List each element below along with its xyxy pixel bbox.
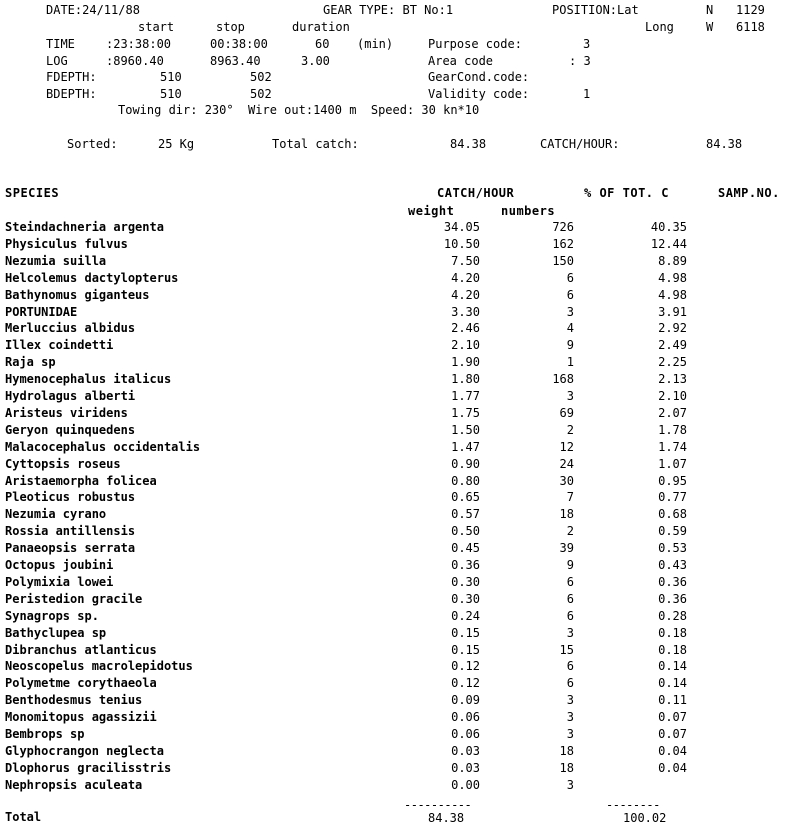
numbers-value: 3 [566,710,574,725]
pct-value: 0.77 [658,490,687,505]
table-row [0,220,800,236]
table-row [0,626,800,642]
fdepth-label: FDEPTH: [46,70,97,84]
weight-value: 1.90 [451,355,480,370]
validity-label: Validity code: [428,87,530,101]
table-row [0,406,800,422]
pct-value: 0.59 [658,524,687,539]
table-row [0,254,800,270]
species-name: Hymenocephalus italicus [5,372,172,387]
weight-value: 0.50 [451,524,480,539]
total-catch-label: Total catch: [272,137,359,151]
numbers-value: 69 [559,405,574,420]
table-row [0,338,800,354]
weight-value: 10.50 [443,236,480,251]
species-name: Physiculus fulvus [5,236,128,251]
species-name: Neoscopelus macrolepidotus [5,659,193,674]
weight-value: 1.75 [451,405,480,420]
log-start: :8960.40 [106,54,164,68]
time-stop: 00:38:00 [210,37,268,51]
weight-value: 0.45 [451,541,480,556]
subcol-numbers-header: numbers [501,204,556,218]
numbers-value: 4 [566,321,574,336]
log-duration: 3.00 [301,54,330,68]
long-value: 6118 [736,20,765,34]
pct-value: 1.07 [658,456,687,471]
numbers-value: 18 [559,760,574,775]
table-row [0,389,800,405]
numbers-value: 3 [566,777,574,792]
pct-value: 0.36 [658,574,687,589]
pct-value: 2.13 [658,372,687,387]
table-row [0,676,800,692]
weight-value: 2.46 [451,321,480,336]
numbers-value: 1 [566,355,574,370]
pct-value: 1.78 [658,422,687,437]
pct-value: 0.04 [658,743,687,758]
pct-value: 2.92 [658,321,687,336]
numbers-value: 2 [566,422,574,437]
log-stop: 8963.40 [210,54,261,68]
numbers-value: 162 [552,236,574,251]
numbers-value: 9 [566,338,574,353]
weight-value: 0.57 [451,507,480,522]
total-catch-value: 84.38 [450,137,487,151]
species-name: Dlophorus gracilisstris [5,760,172,775]
pct-value: 0.68 [658,507,687,522]
weight-value: 2.10 [451,338,480,353]
col-duration-label: duration [292,20,350,34]
weight-value: 1.50 [451,422,480,437]
numbers-value: 6 [566,574,574,589]
table-row [0,541,800,557]
numbers-value: 3 [566,693,574,708]
species-name: Peristedion gracile [5,591,143,606]
species-name: Polymixia lowei [5,574,114,589]
weight-value: 1.80 [451,372,480,387]
time-label: TIME [46,37,75,51]
pct-value: 2.25 [658,355,687,370]
species-name: Cyttopsis roseus [5,456,121,471]
pct-value: 1.74 [658,439,687,454]
purpose-label: Purpose code: [428,37,522,51]
species-name: Polymetme corythaeola [5,676,157,691]
numbers-value: 7 [566,490,574,505]
table-row [0,609,800,625]
pct-value: 12.44 [650,236,687,251]
numbers-value: 30 [559,473,574,488]
pct-value: 0.18 [658,625,687,640]
date-text: DATE:24/11/88 [46,3,140,17]
weight-value: 0.09 [451,693,480,708]
col-start-label: start [138,20,175,34]
numbers-value: 6 [566,591,574,606]
area-value: : 3 [569,54,591,68]
species-name: Raja sp [5,355,56,370]
pct-value: 0.07 [658,727,687,741]
numbers-value: 9 [566,558,574,572]
pct-value: 0.53 [658,541,687,556]
lat-value: 1129 [736,3,765,17]
gearcond-label: GearCond.code: [428,70,530,84]
species-name: Synagrops sp. [5,608,99,623]
numbers-value: 6 [566,287,574,302]
sorted-label: Sorted: [67,137,118,151]
weight-value: 7.50 [451,253,480,268]
long-label: Long [645,20,674,34]
pct-value: 0.04 [658,760,687,775]
pct-value: 2.49 [658,338,687,353]
table-row [0,271,800,287]
pct-value: 0.07 [658,710,687,725]
numbers-value: 15 [559,642,574,657]
total-pct: 100.02 [623,811,667,825]
table-row [0,592,800,608]
time-unit: (min) [357,37,394,51]
pct-value: 0.36 [658,591,687,606]
weight-value: 0.06 [451,727,480,741]
subcol-weight-header: weight [408,204,455,218]
weight-value: 1.47 [451,439,480,454]
pct-value: 4.98 [658,270,687,285]
pct-value: 40.35 [650,220,687,234]
table-row [0,744,800,760]
lat-hemisphere: N [706,3,714,17]
bdepth-stop: 502 [250,87,272,101]
col-pct-header: % OF TOT. C [584,186,669,200]
log-label: LOG [46,54,68,68]
table-row [0,490,800,506]
total-label: Total [5,810,42,824]
table-row [0,321,800,337]
pct-value: 0.28 [658,608,687,623]
total-weight: 84.38 [428,811,465,825]
numbers-value: 6 [566,608,574,623]
time-start: :23:38:00 [106,37,172,51]
pct-value: 0.95 [658,473,687,488]
species-name: Aristeus viridens [5,405,128,420]
table-row [0,372,800,388]
sorted-value: 25 Kg [158,137,195,151]
species-name: Monomitopus agassizii [5,710,157,725]
pct-total-rule: -------- [606,798,660,812]
weight-value: 34.05 [443,220,480,234]
table-row [0,288,800,304]
species-name: Nephropsis aculeata [5,777,143,792]
catch-hour-label: CATCH/HOUR: [540,137,620,151]
time-duration: 60 [315,37,330,51]
numbers-value: 18 [559,743,574,758]
weight-value: 0.15 [451,642,480,657]
position-label: POSITION:Lat [552,3,639,17]
col-samp-header: SAMP.NO. [718,186,780,200]
numbers-value: 39 [559,541,574,556]
catch-hour-value: 84.38 [706,137,743,151]
purpose-value: 3 [583,37,591,51]
numbers-value: 6 [566,270,574,285]
weight-value: 3.30 [451,304,480,319]
species-name: Nezumia suilla [5,253,107,268]
gear-type-text: GEAR TYPE: BT No:1 [323,3,454,17]
pct-value: 0.14 [658,659,687,674]
weight-value: 0.15 [451,625,480,640]
species-name: Bembrops sp [5,727,85,741]
table-row [0,659,800,675]
pct-value: 2.10 [658,389,687,403]
pct-value: 4.98 [658,287,687,302]
weight-value: 4.20 [451,270,480,285]
numbers-value: 6 [566,659,574,674]
weight-value: 0.03 [451,760,480,775]
table-row [0,643,800,659]
weight-value: 4.20 [451,287,480,302]
table-row [0,524,800,540]
table-row [0,423,800,439]
numbers-value: 3 [566,389,574,403]
pct-value: 3.91 [658,304,687,319]
weight-value: 0.36 [451,558,480,572]
species-name: Aristaemorpha folicea [5,473,157,488]
table-row [0,761,800,777]
species-name: Glyphocrangon neglecta [5,743,164,758]
numbers-value: 3 [566,727,574,741]
weight-value: 0.30 [451,574,480,589]
col-species-header: SPECIES [5,186,60,200]
numbers-value: 2 [566,524,574,539]
species-name: Nezumia cyrano [5,507,107,522]
species-name: Bathynomus giganteus [5,287,150,302]
species-name: Hydrolagus alberti [5,389,136,403]
pct-value: 0.11 [658,693,687,708]
table-row [0,457,800,473]
table-row [0,355,800,371]
species-name: Benthodesmus tenius [5,693,143,708]
numbers-value: 6 [566,676,574,691]
numbers-value: 12 [559,439,574,454]
weight-value: 0.06 [451,710,480,725]
table-row [0,727,800,743]
fdepth-start: 510 [160,70,182,84]
long-hemisphere: W [706,20,714,34]
weight-value: 0.30 [451,591,480,606]
weight-value: 0.00 [451,777,480,792]
towing-line: Towing dir: 230° Wire out:1400 m Speed: 30 kn*10 [118,103,480,117]
table-row [0,575,800,591]
weight-value: 0.90 [451,456,480,471]
species-name: Illex coindetti [5,338,114,353]
numbers-value: 3 [566,304,574,319]
species-name: Helcolemus dactylopterus [5,270,179,285]
species-name: Rossia antillensis [5,524,136,539]
weight-total-rule: ---------- [404,798,472,812]
pct-value: 8.89 [658,253,687,268]
weight-value: 0.24 [451,608,480,623]
table-row [0,440,800,456]
species-name: Dibranchus atlanticus [5,642,157,657]
table-row [0,710,800,726]
table-row [0,474,800,490]
weight-value: 0.12 [451,676,480,691]
table-row [0,237,800,253]
weight-value: 0.65 [451,490,480,505]
pct-value: 0.43 [658,558,687,572]
bdepth-start: 510 [160,87,182,101]
species-name: Pleoticus robustus [5,490,136,505]
col-catch-hour-header: CATCH/HOUR [437,186,515,200]
validity-value: 1 [583,87,591,101]
species-name: Bathyclupea sp [5,625,107,640]
species-name: Malacocephalus occidentalis [5,439,201,454]
bdepth-label: BDEPTH: [46,87,97,101]
numbers-value: 150 [552,253,574,268]
numbers-value: 726 [552,220,574,234]
weight-value: 0.80 [451,473,480,488]
species-name: Octopus joubini [5,558,114,572]
table-row [0,558,800,574]
area-label: Area code [428,54,494,68]
weight-value: 0.03 [451,743,480,758]
numbers-value: 3 [566,625,574,640]
fdepth-stop: 502 [250,70,272,84]
table-row [0,507,800,523]
numbers-value: 168 [552,372,574,387]
table-row [0,305,800,321]
table-row [0,693,800,709]
pct-value: 2.07 [658,405,687,420]
species-name: Geryon quinquedens [5,422,136,437]
species-name: PORTUNIDAE [5,304,78,319]
species-name: Steindachneria argenta [5,220,164,234]
col-stop-label: stop [216,20,245,34]
numbers-value: 24 [559,456,574,471]
weight-value: 1.77 [451,389,480,403]
pct-value: 0.18 [658,642,687,657]
table-row [0,778,800,794]
pct-value: 0.14 [658,676,687,691]
species-name: Panaeopsis serrata [5,541,136,556]
numbers-value: 18 [559,507,574,522]
weight-value: 0.12 [451,659,480,674]
species-name: Merluccius albidus [5,321,136,336]
